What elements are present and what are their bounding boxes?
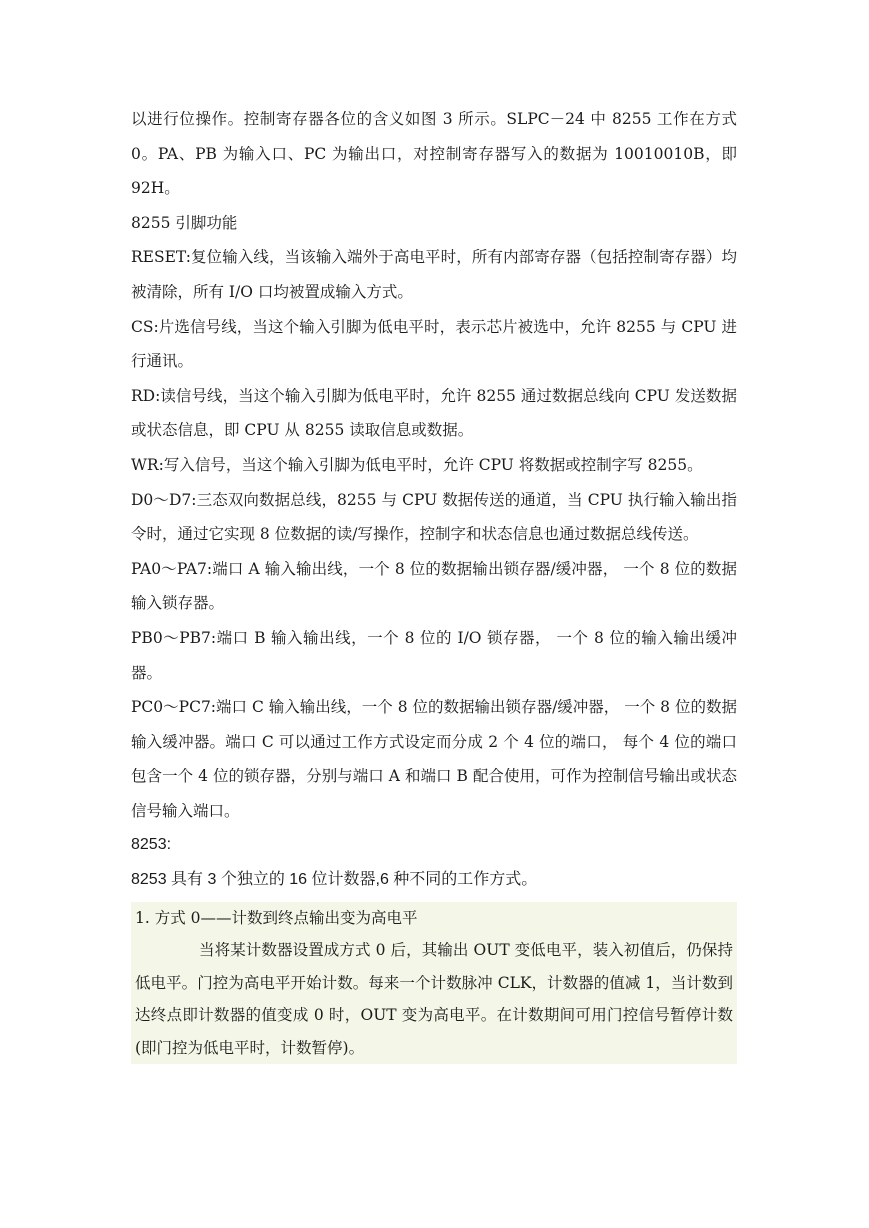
paragraph-pc: PC0～PC7:端口 C 输入输出线，一个 8 位的数据输出锁存器/缓冲器， 一个 8 位的数据输入缓冲器。端口 C 可以通过工作方式设定而分成 2 个 4 位的端口， 每个 4 位的端口包含一个 4 位的锁存器，分别与端口 A 和端口 B 配合使用，可作为控制信号输出或状态信号输入端口。 xyxy=(131,698,737,820)
paragraph-rd: RD:读信号线，当这个输入引脚为低电平时，允许 8255 通过数据总线向 CPU 发送数据或状态信息，即 CPU 从 8255 读取信息或数据。 xyxy=(131,386,737,440)
paragraph-wr: WR:写入信号，当这个输入引脚为低电平时，允许 CPU 将数据或控制字写 8255。 xyxy=(131,455,703,474)
heading-8253: 8253: xyxy=(131,836,172,854)
paragraph-8253-intro: 8253 具有 3 个独立的 16 位计数器,6 种不同的工作方式。 xyxy=(131,871,538,889)
heading-8255-pins: 8255 引脚功能 xyxy=(131,213,238,232)
paragraph-pa: PA0～PA7:端口 A 输入输出线，一个 8 位的数据输出锁存器/缓冲器， 一个 8 位的数据输入锁存器。 xyxy=(131,559,737,613)
paragraph-reset: RESET:复位输入线，当该输入端外于高电平时，所有内部寄存器（包括控制寄存器）均被清除，所有 I/O 口均被置成输入方式。 xyxy=(131,248,737,301)
paragraph-cs: CS:片选信号线，当这个输入引脚为低电平时，表示芯片被选中，允许 8255 与 CPU 进行通讯。 xyxy=(131,317,737,371)
paragraph-d0-d7: D0～D7:三态双向数据总线，8255 与 CPU 数据传送的通道，当 CPU 执行输入输出指令时，通过它实现 8 位数据的读/写操作，控制字和状态信息也通过数据总线传送。 xyxy=(131,490,737,544)
paragraph-control-register: 以进行位操作。控制寄存器各位的含义如图 3 所示。SLPC－24 中 8255 工作在方式 0。PA、PB 为输入口、PC 为输出口，对控制寄存器写入的数据为 10010010B，即 92H。 xyxy=(131,110,737,198)
mode0-highlight-box xyxy=(131,902,737,1065)
document-body xyxy=(131,102,737,1064)
mode0-body: 当将某计数器设置成方式 0 后，其输出 OUT 变低电平，装入初值后，仍保持低电平。门控为高电平开始计数。每来一个计数脉冲 CLK，计数器的值减 1，当计数到达终点即计数器的值变成 0 时，OUT 变为高电平。在计数期间可用门控信号暂停计数(即门控为低电平时，计数暂停)。 xyxy=(135,941,733,1057)
mode0-title: 1. 方式 0——计数到终点输出变为高电平 xyxy=(135,908,418,927)
paragraph-pb: PB0～PB7:端口 B 输入输出线，一个 8 位的 I/O 锁存器， 一个 8 位的输入输出缓冲器。 xyxy=(131,628,737,682)
